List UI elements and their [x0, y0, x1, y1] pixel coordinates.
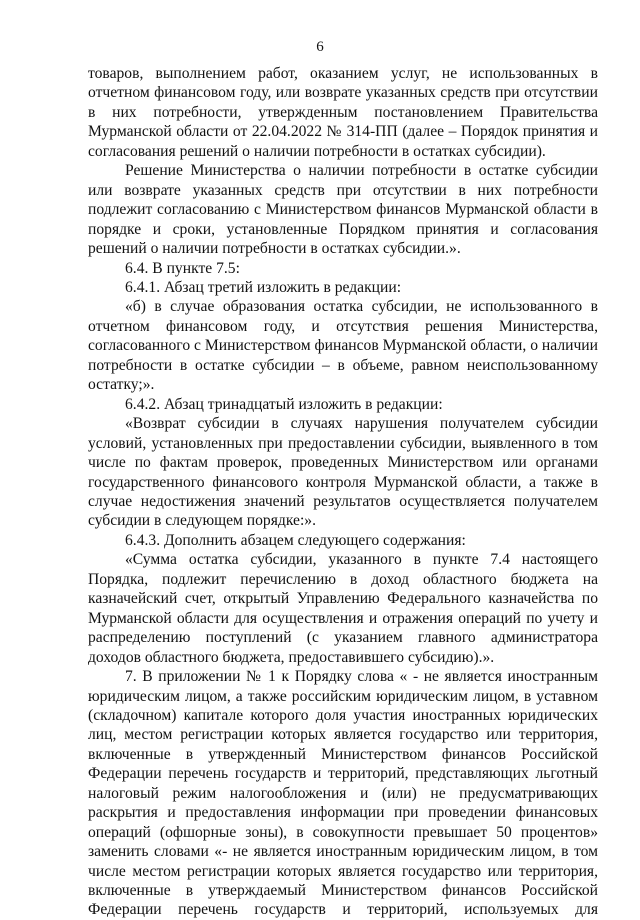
paragraph-continuation: товаров, выполнением работ, оказанием услуг, не использованных в отчетном финансовом году, или возврате указанных средств при отсутствии в них потребности, утвержденным постановлением Правительства Мурманской области от 22.04.2022 № 314-ПП (далее – Порядок принятия и согласования решений о наличии потребности в остатках субсидии). — [88, 65, 598, 160]
paragraph-quote-remainder: «Сумма остатка субсидии, указанного в пункте 7.4 настоящего Порядка, подлежит перечислению в доход областного бюджета на казначейский счет, открытый Управлению Федерального казначейства по Мурманской области для осуществления и отражения операций по учету и распределению поступлений (с указанием главного администратора доходов областного бюджета, предоставившего субсидию).». — [88, 551, 598, 666]
paragraph-6-4: 6.4. В пункте 7.5: — [125, 259, 240, 277]
paragraph-6-4-1: 6.4.1. Абзац третий изложить в редакции: — [125, 278, 402, 296]
paragraph-quote-return: «Возврат субсидии в случаях нарушения получателем субсидии условий, установленных при предоставлении субсидии, выявленного в том числе по фактам проверок, проведенных Министерством или органами государственного финансового контроля Мурманской области, а также в случае недостижения значений результатов осуществляется получателем субсидии в следующем порядке:». — [88, 415, 598, 530]
page-number: 6 — [316, 39, 324, 55]
paragraph-quote-b: «б) в случае образования остатка субсидии, не использованного в отчетном финансовом году, и отсутствия решения Министерства, согласованного с Министерством финансов Мурманской области, о наличии потребности в остатке субсидии – в объеме, равном неиспользованному остатку;». — [88, 298, 598, 394]
paragraph-7: 7. В приложении № 1 к Порядку слова « - не является иностранным юридическим лицом, а также российским юридическим лицом, в уставном (складочном) капитале которого доля участия иностранных юридических лиц, местом регистрации которых является государство или территория, включенные в утвержденный Министерством финансов Российской Федерации перечень государств и территорий, представляющих льготный налоговый режим налогообложения и (или) не предусматривающих раскрытия и предоставления информации при проведении финансовых операций (офшорные зоны), в совокупности превышает 50 процентов» заменить словами «- не является иностранным юридическим лицом, в том числе местом регистрации которых является государство или территория, включенные в утверждаемый Министерством финансов Российской Федерации перечень государств и территорий, используемых для — [88, 668, 598, 919]
paragraph-6-4-3: 6.4.3. Дополнить абзацем следующего содержания: — [125, 531, 466, 549]
paragraph-decision-agreement: Решение Министерства о наличии потребности в остатке субсидии или возврате указанных средств при отсутствии в них потребности подлежит согласованию с Министерством финансов Мурманской области в порядке и сроки, установленные Порядком принятия и согласования решений о наличии потребности в остатках субсидии.». — [88, 162, 598, 258]
document-body — [88, 64, 598, 920]
paragraph-6-4-2: 6.4.2. Абзац тринадцатый изложить в редакции: — [125, 395, 443, 413]
